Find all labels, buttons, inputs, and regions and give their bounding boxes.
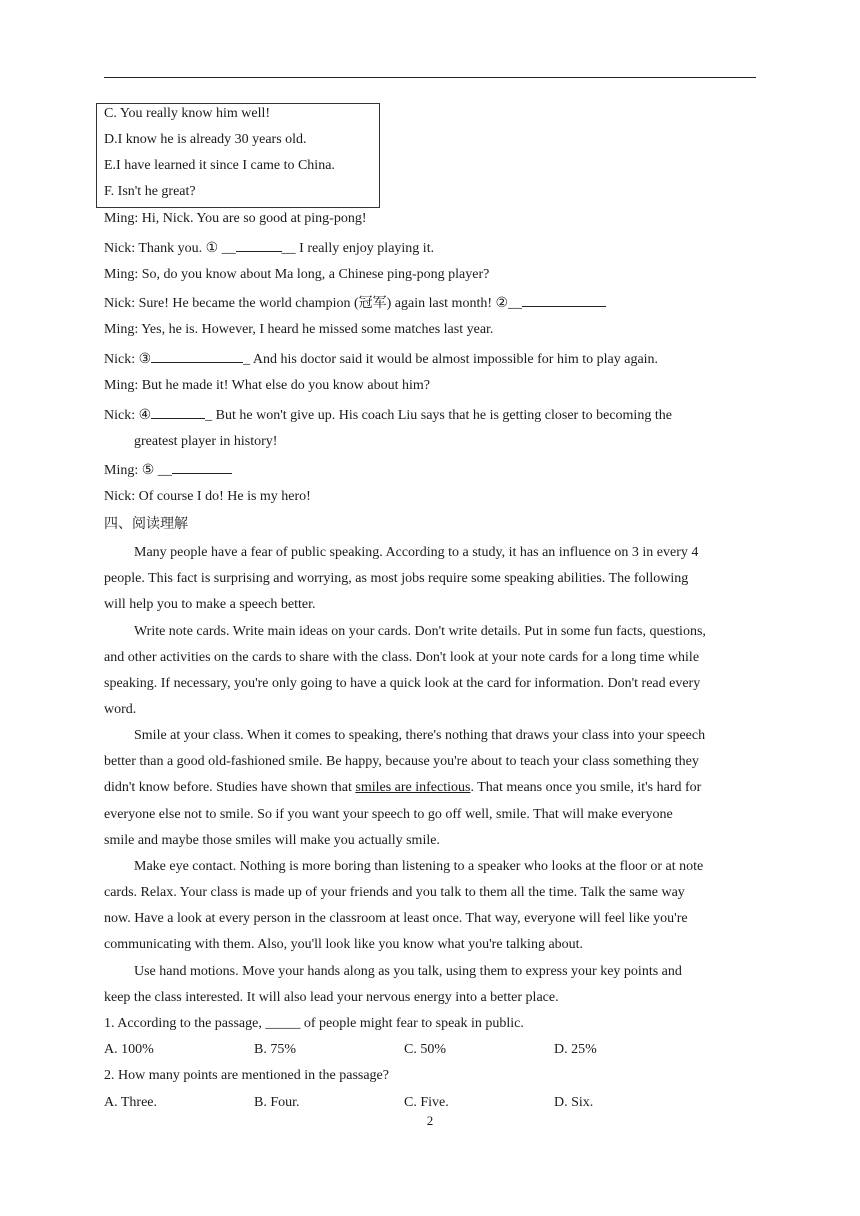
- question-1-option-a[interactable]: A. 100%: [104, 1042, 154, 1057]
- answer-blank-1[interactable]: [236, 238, 282, 252]
- dialogue-line-7: Ming: But he made it! What else do you know about him?: [104, 378, 430, 393]
- underlined-phrase: smiles are infectious: [355, 780, 471, 795]
- answer-blank-5[interactable]: [172, 460, 232, 474]
- passage-p2-line-2: and other activities on the cards to share with the class. Don't look at your note cards for a long time while: [104, 650, 700, 665]
- passage-p3-line-3: didn't know before. Studies have shown that smiles are infectious. That means once you smile, it's hard for: [104, 780, 702, 795]
- section-title: 四、阅读理解: [104, 517, 188, 532]
- passage-p2-line-3: speaking. If necessary, you're only going to have a quick look at the card for information. Don't read every: [104, 676, 701, 691]
- answer-blank-4[interactable]: [151, 405, 205, 419]
- answer-blank-2[interactable]: [522, 293, 606, 307]
- dialogue-line-11: Nick: Of course I do! He is my hero!: [104, 489, 311, 504]
- dialogue-line-4: Nick: Sure! He became the world champion (冠军) again last month! ②__: [104, 293, 606, 313]
- passage-p2-line-1: Write note cards. Write main ideas on your cards. Don't write details. Put in some fun facts, questions,: [134, 624, 706, 639]
- option-f: F. Isn't he great?: [104, 184, 196, 199]
- passage-p4-line-1: Make eye contact. Nothing is more boring than listening to a speaker who looks at the floor or at note: [134, 859, 704, 874]
- question-1-stem: 1. According to the passage, _____ of people might fear to speak in public.: [104, 1016, 524, 1031]
- question-2-stem: 2. How many points are mentioned in the passage?: [104, 1068, 389, 1083]
- dialogue-line-8: Nick: ④ _ But he won't give up. His coach Liu says that he is getting closer to becoming the: [104, 405, 672, 425]
- dialogue-line-3: Ming: So, do you know about Ma long, a Chinese ping-pong player?: [104, 267, 490, 282]
- option-c: C. You really know him well!: [104, 106, 271, 121]
- question-2-option-c[interactable]: C. Five.: [404, 1095, 449, 1110]
- page-number: 2: [426, 1113, 434, 1128]
- question-2-option-d[interactable]: D. Six.: [554, 1095, 594, 1110]
- option-e: E.I have learned it since I came to China.: [104, 158, 335, 173]
- question-1-option-c[interactable]: C. 50%: [404, 1042, 446, 1057]
- question-1-option-d[interactable]: D. 25%: [554, 1042, 597, 1057]
- passage-p1-line-1: Many people have a fear of public speaking. According to a study, it has an influence on 3 in every 4: [134, 545, 699, 560]
- question-1-option-b[interactable]: B. 75%: [254, 1042, 296, 1057]
- passage-p5-line-1: Use hand motions. Move your hands along as you talk, using them to express your key points and: [134, 964, 682, 979]
- dialogue-line-5: Ming: Yes, he is. However, I heard he missed some matches last year.: [104, 322, 494, 337]
- passage-p2-line-4: word.: [104, 702, 137, 717]
- passage-p4-line-3: now. Have a look at every person in the classroom at least once. That way, everyone will feel like you're: [104, 911, 688, 926]
- answer-blank-3[interactable]: [151, 349, 243, 363]
- passage-p1-line-3: will help you to make a speech better.: [104, 597, 316, 612]
- passage-p3-line-1: Smile at your class. When it comes to speaking, there's nothing that draws your class into your speech: [134, 728, 706, 743]
- passage-p1-line-2: people. This fact is surprising and worrying, as most jobs require some speaking abilities. The following: [104, 571, 689, 586]
- passage-p3-line-4: everyone else not to smile. So if you want your speech to go off well, smile. That will make everyone: [104, 807, 673, 822]
- passage-p5-line-2: keep the class interested. It will also lead your nervous energy into a better place.: [104, 990, 559, 1005]
- passage-p4-line-4: communicating with them. Also, you'll look like you know what you're talking about.: [104, 937, 584, 952]
- dialogue-line-6: Nick: ③ _ And his doctor said it would be almost impossible for him to play again.: [104, 349, 658, 369]
- dialogue-line-2: Nick: Thank you. ① __ __ I really enjoy playing it.: [104, 238, 434, 258]
- option-d: D.I know he is already 30 years old.: [104, 132, 307, 147]
- question-2-option-a[interactable]: A. Three.: [104, 1095, 157, 1110]
- header-rule: [104, 77, 756, 78]
- passage-p3-line-5: smile and maybe those smiles will make you actually smile.: [104, 833, 440, 848]
- dialogue-line-9: greatest player in history!: [134, 434, 278, 449]
- dialogue-line-1: Ming: Hi, Nick. You are so good at ping-pong!: [104, 211, 367, 226]
- passage-p3-line-2: better than a good old-fashioned smile. Be happy, because you're about to teach your class something they: [104, 754, 699, 769]
- question-2-option-b[interactable]: B. Four.: [254, 1095, 300, 1110]
- passage-p4-line-2: cards. Relax. Your class is made up of your friends and you talk to them all the time. Talk the same way: [104, 885, 685, 900]
- dialogue-line-10: Ming: ⑤ __: [104, 460, 232, 480]
